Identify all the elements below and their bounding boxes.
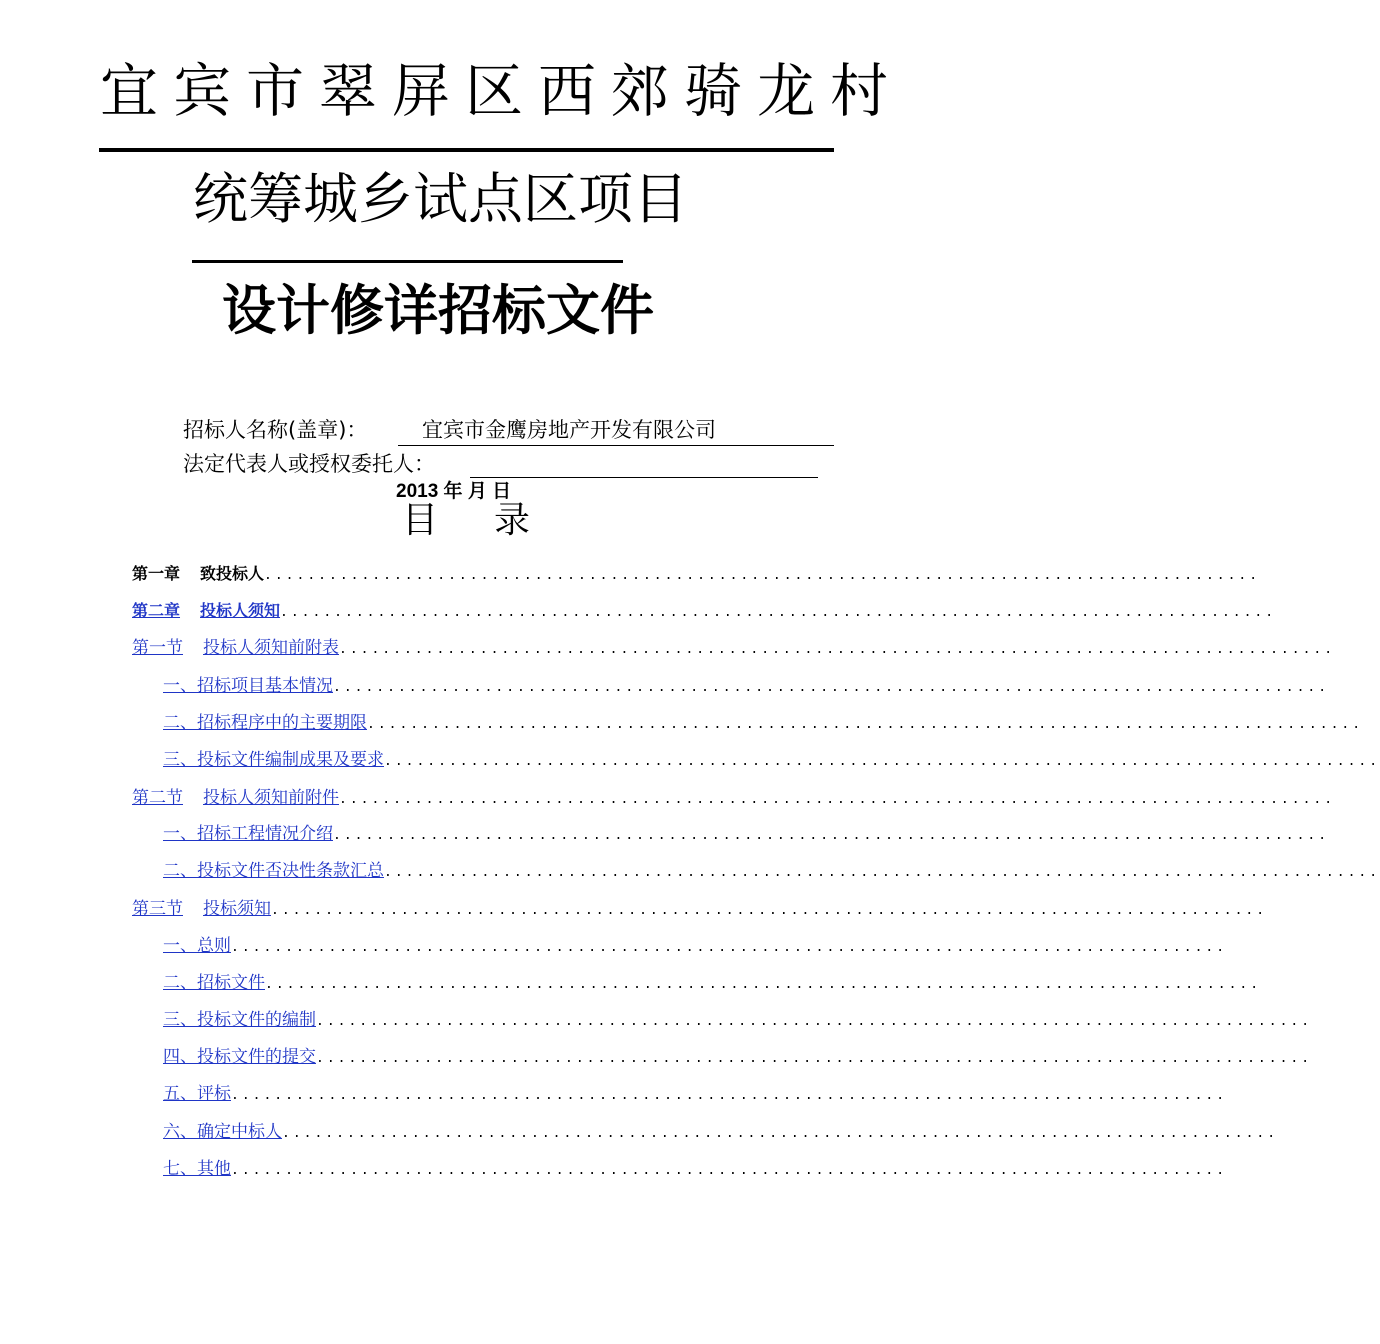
toc-item-chapter-2[interactable]: [132, 599, 1277, 623]
toc-leader-dots: ............................................................................................: [265, 977, 1262, 992]
toc-title-char-1: 目: [402, 500, 439, 541]
cover-title-line2: 统筹城乡试点区项目: [193, 167, 689, 231]
representative-label: 法定代表人或授权委托人：: [183, 452, 435, 476]
toc-item-label: 三、投标文件的编制: [163, 1010, 316, 1030]
toc-leader-dots: ............................................................................................: [231, 940, 1228, 955]
toc-item-section-3[interactable]: [132, 897, 1268, 921]
toc-leader-dots: ............................................................................................: [282, 1126, 1279, 1141]
toc-leader-dots: ............................................................................................: [333, 680, 1330, 695]
toc-leader-dots: ............................................................................................: [316, 1051, 1313, 1066]
toc-item-2-2[interactable]: [163, 859, 1380, 883]
title-rule-2: [192, 260, 623, 263]
toc-item-label: 五、评标: [163, 1084, 231, 1104]
toc-item-label: 一、招标项目基本情况: [163, 676, 333, 696]
toc-item-label: 第二节 投标人须知前附件: [132, 788, 339, 808]
toc-leader-dots: ............................................................................................: [384, 754, 1380, 769]
toc-item-label: 第一节 投标人须知前附表: [132, 638, 339, 658]
tenderer-underline: [398, 445, 834, 446]
toc-leader-dots: ............................................................................................: [231, 1088, 1228, 1103]
toc-item-3-4[interactable]: [163, 1045, 1313, 1069]
toc-item-3-2[interactable]: [163, 971, 1262, 995]
tenderer-value: 宜宾市金鹰房地产开发有限公司: [422, 418, 716, 442]
toc-item-2-1[interactable]: [163, 822, 1330, 846]
toc-item-section-1[interactable]: [132, 636, 1336, 660]
toc-item-3-5[interactable]: [163, 1082, 1228, 1106]
toc-item-3-6[interactable]: [163, 1120, 1279, 1144]
toc-item-label: 六、确定中标人: [163, 1122, 282, 1142]
toc-leader-dots: ............................................................................................: [271, 903, 1268, 918]
toc-item-label: 二、招标程序中的主要期限: [163, 713, 367, 733]
toc-leader-dots: ............................................................................................: [264, 568, 1261, 583]
toc-item-1-2[interactable]: [163, 711, 1364, 735]
toc-item-label: 一、总则: [163, 936, 231, 956]
toc-item-label: 第一章 致投标人: [132, 564, 265, 583]
cover-title-line1: 宜宾市翠屏区西郊骑龙村: [100, 57, 904, 125]
toc-leader-dots: ............................................................................................: [339, 792, 1336, 807]
toc-item-section-2[interactable]: [132, 786, 1336, 810]
toc-title: [402, 500, 530, 542]
toc-item-label: 二、招标文件: [163, 973, 265, 993]
toc-item-chapter-1[interactable]: [132, 562, 1261, 586]
toc-item-1-1[interactable]: [163, 674, 1330, 698]
toc-leader-dots: ............................................................................................: [339, 642, 1336, 657]
signing-date: 2013 年 月 日: [396, 481, 512, 502]
toc-title-char-2: 录: [494, 500, 531, 541]
toc-item-label: 三、投标文件编制成果及要求: [163, 750, 384, 770]
toc-item-label: 四、投标文件的提交: [163, 1047, 316, 1067]
toc-leader-dots: ............................................................................................: [280, 605, 1277, 620]
toc-leader-dots: ............................................................................................: [333, 828, 1330, 843]
tenderer-label: 招标人名称(盖章)：: [183, 418, 368, 442]
toc-leader-dots: ............................................................................................: [316, 1014, 1313, 1029]
toc-leader-dots: ............................................................................................: [384, 865, 1380, 880]
title-rule-1: [99, 148, 834, 152]
cover-title-line3: 设计修详招标文件: [222, 279, 654, 342]
toc-item-label: 七、其他: [163, 1159, 231, 1179]
representative-underline: [470, 477, 818, 478]
toc-item-3-7[interactable]: [163, 1157, 1228, 1181]
toc-item-label: 一、招标工程情况介绍: [163, 824, 333, 844]
toc-item-3-3[interactable]: [163, 1008, 1313, 1032]
toc-item-3-1[interactable]: [163, 934, 1228, 958]
toc-leader-dots: ............................................................................................: [367, 717, 1364, 732]
toc-item-label: 二、投标文件否决性条款汇总: [163, 861, 384, 881]
toc-item-label: 第二章 投标人须知: [132, 601, 281, 620]
toc-item-label: 第三节 投标须知: [132, 899, 271, 919]
toc-item-1-3[interactable]: [163, 748, 1380, 772]
toc-leader-dots: ............................................................................................: [231, 1163, 1228, 1178]
